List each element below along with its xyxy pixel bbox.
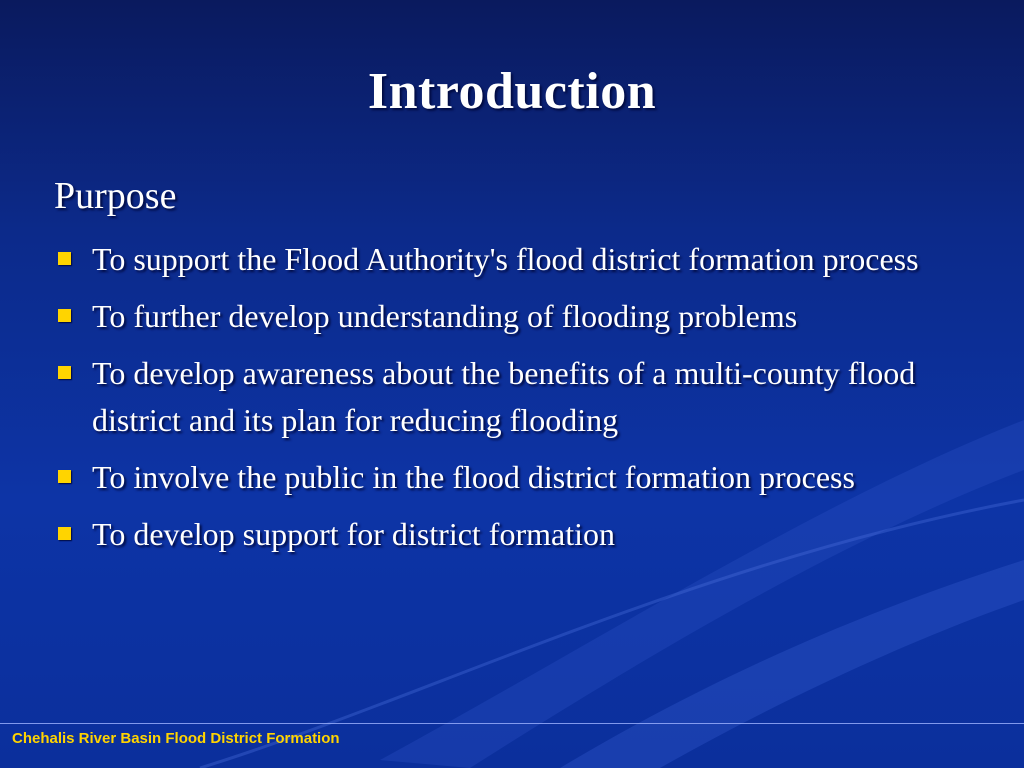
square-bullet-icon: [58, 470, 71, 483]
bullet-text: To support the Flood Authority's flood district formation process: [92, 241, 919, 277]
bullet-item: [54, 293, 974, 340]
bullet-item: [54, 350, 974, 444]
square-bullet-icon: [58, 527, 71, 540]
footer-text: Chehalis River Basin Flood District Formation: [12, 730, 340, 747]
square-bullet-icon: [58, 366, 71, 379]
bullet-list: [54, 236, 974, 568]
bullet-item: [54, 236, 974, 283]
footer-divider: [0, 723, 1024, 724]
slide-title: Introduction: [367, 63, 657, 120]
bullet-item: [54, 454, 974, 501]
square-bullet-icon: [58, 309, 71, 322]
bullet-text: To develop support for district formation: [92, 516, 615, 552]
bullet-text: To involve the public in the flood district formation process: [92, 459, 855, 495]
section-heading: Purpose: [54, 175, 177, 217]
square-bullet-icon: [58, 252, 71, 265]
bullet-text: To further develop understanding of flooding problems: [92, 298, 798, 334]
bullet-text: To develop awareness about the benefits of a multi-county flood district and its plan for reducing flooding: [92, 355, 916, 438]
bullet-item: [54, 511, 974, 558]
